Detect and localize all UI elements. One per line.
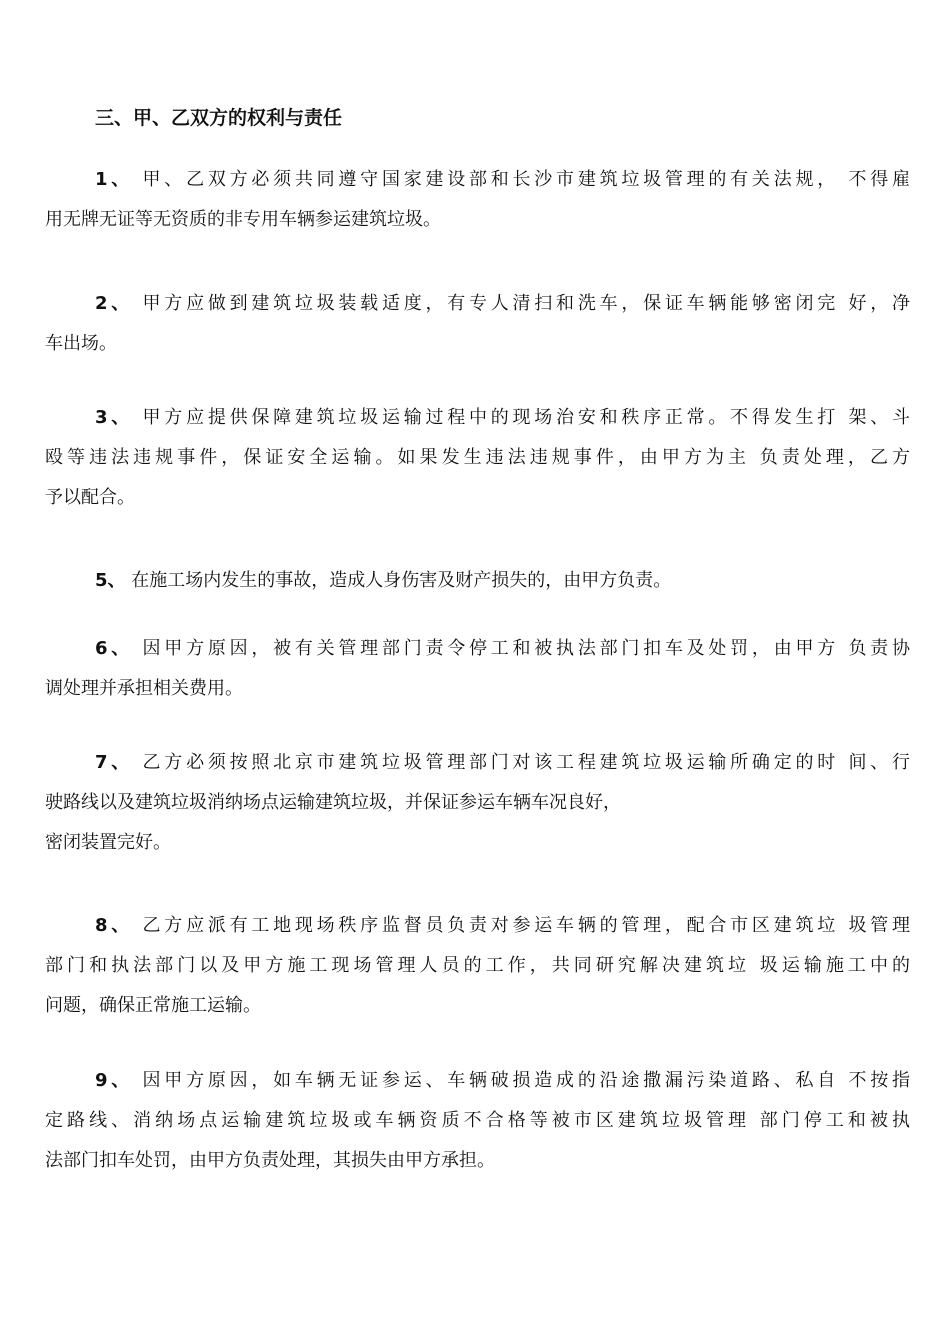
clause-line: 驶路线以及建筑垃圾消纳场点运输建筑垃圾，并保证参运车辆车况良好， [45, 792, 621, 813]
clause-number: 5、 [95, 570, 126, 591]
clause-number: 9、 [95, 1070, 134, 1091]
clause-line: 9、 因甲方原因，如车辆无证参运、车辆破损造成的沿途撒漏污染道路、私自 不按指 [95, 1070, 910, 1091]
clause-5 [45, 561, 910, 601]
clause-line: 问题，确保正常施工运输。 [45, 995, 261, 1016]
clause-line: 6、 因甲方原因，被有关管理部门责令停工和被执法部门扣车及处罚，由甲方 负责协 [95, 638, 910, 659]
clause-number: 6、 [95, 638, 134, 659]
clause-line: 3、 甲方应提供保障建筑垃圾运输过程中的现场治安和秩序正常。不得发生打 架、斗 [95, 407, 910, 428]
clause-line: 车出场。 [45, 333, 117, 354]
section-heading: 三、甲、乙双方的权利与责任 [95, 107, 343, 129]
clause-number: 3、 [95, 407, 134, 428]
clause-3 [45, 398, 910, 518]
clause-line: 8、 乙方应派有工地现场秩序监督员负责对参运车辆的管理，配合市区建筑垃 圾管理 [95, 915, 910, 936]
clause-1 [45, 160, 910, 240]
clause-line: 密闭装置完好。 [45, 832, 171, 853]
clause-number: 2、 [95, 293, 134, 314]
clause-line: 调处理并承担相关费用。 [45, 678, 243, 699]
clause-8 [45, 906, 910, 1026]
clause-2 [45, 284, 910, 364]
clause-number: 1、 [95, 169, 134, 190]
clause-number: 7、 [95, 752, 134, 773]
clause-line: 7、 乙方必须按照北京市建筑垃圾管理部门对该工程建筑垃圾运输所确定的时 间、行 [95, 752, 910, 773]
clause-line: 予以配合。 [45, 487, 135, 508]
clause-line: 用无牌无证等无资质的非专用车辆参运建筑垃圾。 [45, 209, 441, 230]
clause-line: 2、 甲方应做到建筑垃圾装载适度，有专人清扫和洗车，保证车辆能够密闭完 好，净 [95, 293, 910, 314]
clause-line: 5、 在施工场内发生的事故，造成人身伤害及财产损失的，由甲方负责。 [95, 570, 672, 591]
clause-line: 法部门扣车处罚，由甲方负责处理，其损失由甲方承担。 [45, 1150, 495, 1171]
clause-7 [45, 743, 910, 863]
clause-line: 1、 甲、乙双方必须共同遵守国家建设部和长沙市建筑垃圾管理的有关法规， 不得雇 [95, 169, 910, 190]
clause-6 [45, 629, 910, 709]
clause-line: 部门和执法部门以及甲方施工现场管理人员的工作，共同研究解决建筑垃 圾运输施工中的 [45, 955, 910, 976]
clause-number: 8、 [95, 915, 134, 936]
clause-9 [45, 1061, 910, 1181]
clause-line: 殴等违法违规事件，保证安全运输。如果发生违法违规事件，由甲方为主 负责处理，乙方 [45, 447, 910, 468]
clause-line: 定路线、消纳场点运输建筑垃圾或车辆资质不合格等被市区建筑垃圾管理 部门停工和被执 [45, 1110, 910, 1131]
